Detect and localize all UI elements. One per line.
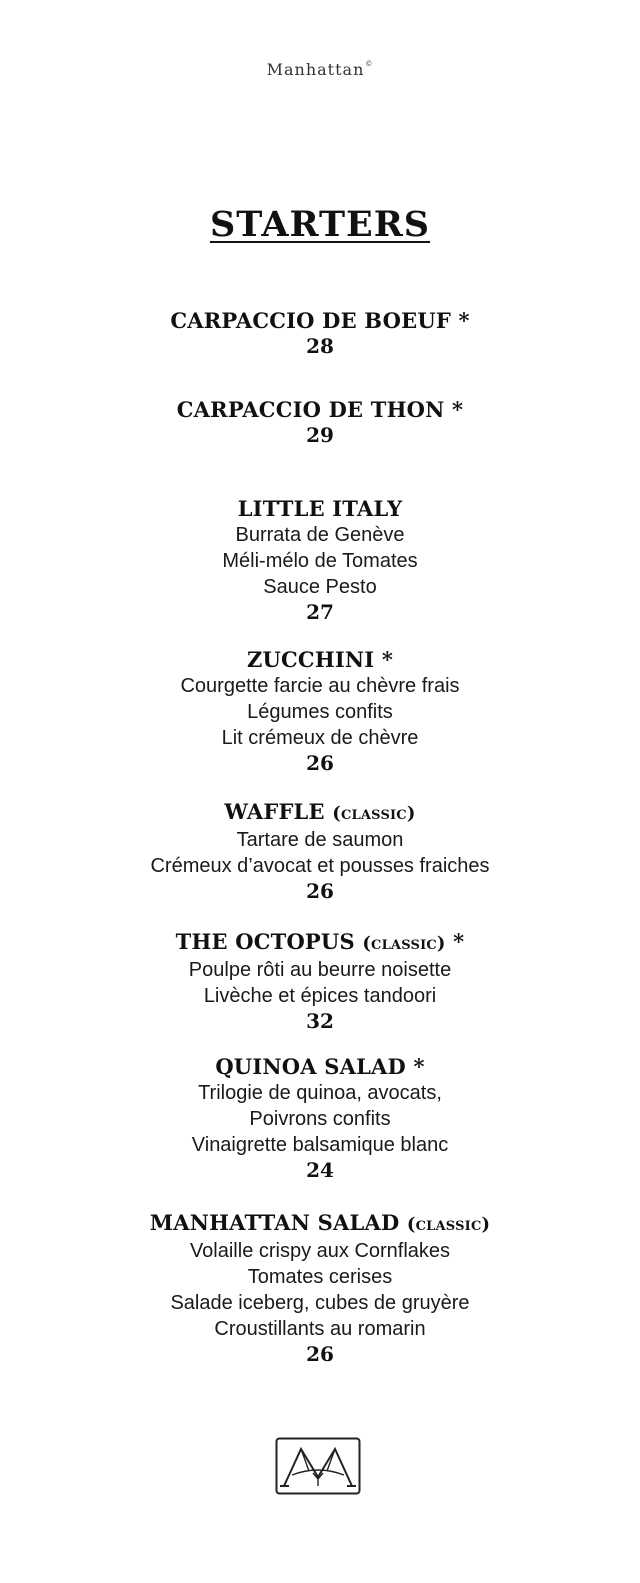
dish-price: 26: [306, 1342, 334, 1366]
dish-price: 26: [306, 751, 334, 775]
section-title: STARTERS: [209, 204, 431, 245]
dish-description-line: Crémeux d’avocat et pousses fraiches: [150, 855, 490, 877]
dish-description-line: Volaille crispy aux Cornflakes: [189, 1240, 451, 1262]
menu-item: [0, 1210, 640, 1366]
dish-price: 27: [306, 600, 334, 624]
dish-description-line: Tomates cerises: [247, 1266, 393, 1288]
dish-name: MANHATTAN SALAD (classic): [149, 1210, 491, 1235]
classic-tag: (classic): [362, 933, 446, 954]
dish-price: 24: [306, 1158, 334, 1182]
brand-header: [0, 60, 640, 79]
dish-description-line: Salade iceberg, cubes de gruyère: [170, 1292, 470, 1314]
dish-description-line: Légumes confits: [247, 701, 393, 723]
dish-description-line: Lit crémeux de chèvre: [221, 727, 419, 749]
dish-marker: *: [453, 929, 465, 954]
monogram-logo-icon: [275, 1437, 361, 1495]
dish-description-line: Vinaigrette balsamique blanc: [191, 1134, 449, 1156]
dish-name: CARPACCIO DE BOEUF *: [170, 308, 470, 333]
menu-item: [0, 647, 640, 775]
dish-price: 29: [306, 423, 334, 447]
brand-mark: ©: [365, 60, 374, 68]
dish-description-line: Méli-mélo de Tomates: [222, 550, 418, 572]
dish-description-line: Poulpe rôti au beurre noisette: [188, 959, 452, 981]
menu-item: [0, 308, 640, 358]
menu-item: [0, 496, 640, 624]
menu-item: [0, 397, 640, 447]
dish-description-line: Croustillants au romarin: [214, 1318, 426, 1340]
dish-description-line: Trilogie de quinoa, avocats,: [198, 1082, 442, 1104]
classic-tag: (classic): [406, 1214, 491, 1235]
dish-name: THE OCTOPUS (classic) *: [175, 929, 465, 954]
classic-tag: (classic): [332, 803, 416, 824]
dish-name: CARPACCIO DE THON *: [176, 397, 464, 422]
dish-name: WAFFLE (classic): [224, 799, 416, 824]
menu-item: [0, 929, 640, 1033]
dish-description-line: Tartare de saumon: [236, 829, 404, 851]
dish-name: ZUCCHINI *: [246, 647, 394, 672]
brand-name: Manhattan: [266, 60, 365, 79]
dish-name: QUINOA SALAD *: [215, 1054, 425, 1079]
menu-item: [0, 1054, 640, 1182]
dish-description-line: Poivrons confits: [249, 1108, 391, 1130]
dish-description-line: Sauce Pesto: [263, 576, 377, 598]
dish-price: 32: [306, 1009, 334, 1033]
dish-description-line: Burrata de Genève: [235, 524, 405, 546]
dish-price: 26: [306, 879, 334, 903]
dish-description-line: Livèche et épices tandoori: [203, 985, 437, 1007]
menu-item: [0, 799, 640, 903]
dish-price: 28: [306, 334, 334, 358]
dish-description-line: Courgette farcie au chèvre frais: [180, 675, 460, 697]
dish-name: LITTLE ITALY: [237, 496, 403, 521]
